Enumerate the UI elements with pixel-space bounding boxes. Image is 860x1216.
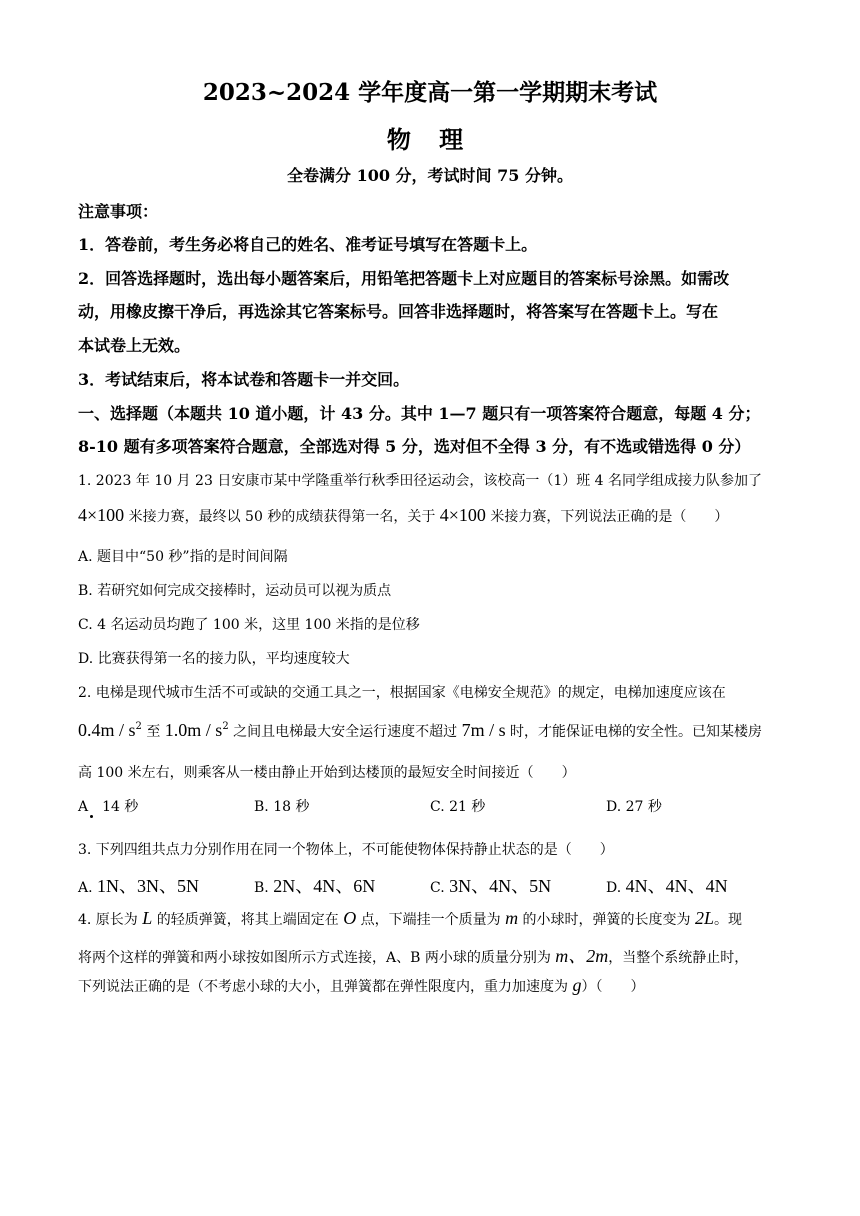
q4-text-c: 点，下端挂一个质量为 [356,912,506,928]
q4-text-g: ，当整个系统静止时， [608,950,749,966]
q4-math-O: O [343,908,357,928]
q2-option-d: D. 27 秒 [606,799,662,815]
q2-math-1-0: 1.0m / s [164,720,223,740]
exam-info: 全卷满分 100 分，考试时间 75 分钟。 [287,166,573,185]
exam-title: 2023~2024 学年度高一第一学期期末考试 [202,79,658,106]
q3-option-a-label: A. [78,880,98,896]
section-1-heading-line-2: 8-10 题有多项答案符合题意，全部选对得 5 分，选对但不全得 3 分，有不选或错选得 0 分） [78,437,751,456]
q3-option-d-value: 4N、4N、4N [625,876,728,896]
q3-option-d-label: D. [606,880,626,896]
notice-item-1: 1．答卷前，考生务必将自己的姓名、准考证号填写在答题卡上。 [78,235,538,254]
notice-heading: 注意事项： [78,202,159,221]
q4-stem-line-2 [78,942,790,968]
q3-option-b-value: 2N、4N、6N [273,876,376,896]
q4-stem-line-3 [78,975,790,996]
q1-option-d: D. 比赛获得第一名的接力队，平均速度较大 [78,651,350,667]
q2-sup-b: 2 [222,721,229,732]
q4-math-masses: m、2m [555,946,609,966]
q4-text-d: 的小球时，弹簧的长度变为 [518,912,695,928]
q2-option-c: C. 21 秒 [430,799,486,815]
q1-math-4x100-a: 4×100 [78,505,125,525]
q2-stem-line-1: 2. 电梯是现代城市生活不可或缺的交通工具之一，根据国家《电梯安全规范》的规定，电梯加速度应该在 [78,685,726,701]
q4-text-b: 的轻质弹簧，将其上端固定在 [152,912,344,928]
q1-text-a: 米接力赛，最终以 50 秒的成绩获得第一名，关于 [124,509,440,525]
q1-stem-line-1: 1. 2023 年 10 月 23 日安康市某中学隆重举行秋季田径运动会，该校高一（1）班 4 名同学组成接力队参加了 [78,473,763,489]
q4-math-g: g [572,975,582,995]
q2-option-a: A 14 秒 [78,799,139,815]
section-1-heading-line-1: 一、选择题（本题共 10 道小题，计 43 分。其中 1—7 题只有一项答案符合题意，每题 4 分； [78,404,761,423]
q3-option-c-value: 3N、4N、5N [449,876,552,896]
q2-stem-line-3: 高 100 米左右，则乘客从一楼由静止开始到达楼顶的最短安全时间接近（ ） [78,765,576,781]
q3-option-b [254,872,375,898]
q4-text-i: ）（ ） [581,979,645,995]
q3-stem: 3. 下列四组共点力分别作用在同一个物体上，不可能使物体保持静止状态的是（ ） [78,842,614,858]
q3-option-d [606,872,728,898]
q2-sup-a: 2 [135,721,142,732]
notice-item-2-line-1: 2．回答选择题时，选出每小题答案后，用铅笔把答题卡上对应题目的答案标号涂黑。如需改 [78,269,730,288]
notice-item-3: 3．考试结束后，将本试卷和答题卡一并交回。 [78,370,410,389]
stray-dot [90,815,93,818]
q1-math-4x100-b: 4×100 [439,505,486,525]
q2-math-0-4: 0.4m / s [78,720,136,740]
q4-text-f: 将两个这样的弹簧和两小球按如图所示方式连接，A、B 两小球的质量分别为 [78,950,556,966]
q1-stem-line-2 [78,505,790,526]
subject-title: 物 理 [386,125,474,154]
q4-text-h: 下列说法正确的是（不考虑小球的大小，且弹簧都在弹性限度内，重力加速度为 [78,979,573,995]
q3-option-c [430,872,551,898]
q3-option-b-label: B. [254,880,274,896]
q1-option-a: A. 题目中“50 秒”指的是时间间隔 [78,549,288,565]
notice-item-2-line-2: 动，用橡皮擦干净后，再选涂其它答案标号。回答非选择题时，将答案写在答题卡上。写在 [78,302,719,321]
q1-option-c: C. 4 名运动员均跑了 100 米，这里 100 米指的是位移 [78,617,420,633]
q2-text-a: 至 [141,724,165,740]
q2-math-7: 7m / s [461,720,506,740]
q1-option-b: B. 若研究如何完成交接棒时，运动员可以视为质点 [78,583,392,599]
notice-item-2-line-3: 本试卷上无效。 [78,336,191,355]
q4-stem-line-1 [78,908,790,929]
q3-option-a [78,872,199,898]
q3-option-a-value: 1N、3N、5N [97,876,200,896]
q2-option-b: B. 18 秒 [254,799,310,815]
q4-text-a: 4. 原长为 [78,912,143,928]
q3-option-c-label: C. [430,880,450,896]
q2-text-b: 之间且电梯最大安全运行速度不超过 [228,724,462,740]
q4-math-L: L [142,908,153,928]
q2-text-c: 时，才能保证电梯的安全性。已知某楼房 [505,724,763,740]
q2-stem-line-2 [78,720,790,741]
q1-text-b: 米接力赛，下列说法正确的是（ ） [485,509,729,525]
q4-math-m: m [505,908,519,928]
q4-math-2L: 2L [695,908,715,928]
q4-text-e: 。现 [714,912,743,928]
